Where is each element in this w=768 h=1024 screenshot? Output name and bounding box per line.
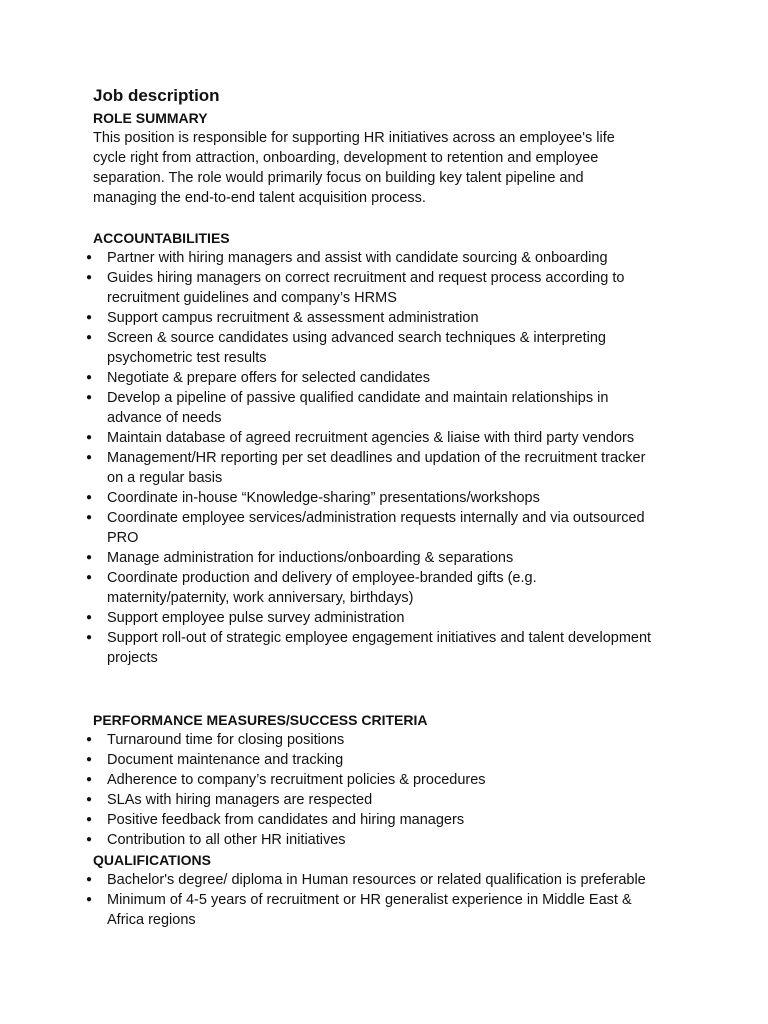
list-item-text: Document maintenance and tracking: [107, 752, 344, 768]
accountability-item: [0, 248, 700, 268]
list-item-text: Coordinate in-house “Knowledge-sharing” presentations/workshops: [107, 490, 540, 506]
bullet-dot-icon: ●: [85, 734, 93, 745]
bullet-dot-icon: ●: [85, 632, 93, 643]
accountability-item: [0, 368, 700, 388]
accountabilities-heading: ACCOUNTABILITIES: [93, 230, 230, 246]
bullet-dot-icon: ●: [85, 432, 93, 443]
accountability-item: [0, 508, 700, 548]
paragraph-line: cycle right from attraction, onboarding, development to retention and employee: [93, 150, 599, 166]
accountability-item: [0, 628, 700, 668]
list-item-text: on a regular basis: [107, 470, 223, 486]
paragraph-line: managing the end-to-end talent acquisition process.: [93, 190, 426, 206]
list-item-text: Screen & source candidates using advanced search techniques & interpreting: [107, 330, 606, 346]
qualifications-heading: QUALIFICATIONS: [93, 852, 211, 868]
list-item-text: Turnaround time for closing positions: [107, 732, 345, 748]
list-item-text: Develop a pipeline of passive qualified candidate and maintain relationships in: [107, 390, 609, 406]
accountability-item: [0, 548, 700, 568]
qualification-item: [0, 890, 700, 930]
accountability-item: [0, 608, 700, 628]
bullet-dot-icon: ●: [85, 834, 93, 845]
accountability-item: [0, 568, 700, 608]
performance-item: [0, 770, 700, 790]
bullet-dot-icon: ●: [85, 874, 93, 885]
accountability-item: [0, 488, 700, 508]
role-summary-heading: ROLE SUMMARY: [93, 110, 208, 126]
accountability-item: [0, 388, 700, 428]
bullet-dot-icon: ●: [85, 794, 93, 805]
bullet-dot-icon: ●: [85, 552, 93, 563]
performance-item: [0, 830, 700, 850]
list-item-text: PRO: [107, 530, 139, 546]
accountabilities-list: [0, 248, 700, 668]
bullet-dot-icon: ●: [85, 452, 93, 463]
performance-item: [0, 750, 700, 770]
bullet-dot-icon: ●: [85, 612, 93, 623]
accountability-item: [0, 268, 700, 308]
bullet-dot-icon: ●: [85, 372, 93, 383]
bullet-dot-icon: ●: [85, 492, 93, 503]
bullet-dot-icon: ●: [85, 894, 93, 905]
list-item-text: Contribution to all other HR initiatives: [107, 832, 346, 848]
list-item-text: Bachelor's degree/ diploma in Human resources or related qualification is preferable: [107, 872, 646, 888]
accountability-item: [0, 448, 700, 488]
bullet-dot-icon: ●: [85, 392, 93, 403]
performance-item: [0, 730, 700, 750]
list-item-text: Management/HR reporting per set deadlines and updation of the recruitment tracker: [107, 450, 646, 466]
list-item-text: Negotiate & prepare offers for selected candidates: [107, 370, 430, 386]
bullet-dot-icon: ●: [85, 754, 93, 765]
list-item-text: Manage administration for inductions/onboarding & separations: [107, 550, 514, 566]
list-item-text: Minimum of 4-5 years of recruitment or HR generalist experience in Middle East &: [107, 892, 632, 908]
list-item-text: SLAs with hiring managers are respected: [107, 792, 373, 808]
list-item-text: projects: [107, 650, 158, 666]
list-item-text: psychometric test results: [107, 350, 267, 366]
performance-item: [0, 790, 700, 810]
list-item-text: Coordinate employee services/administration requests internally and via outsourced: [107, 510, 645, 526]
paragraph-line: This position is responsible for supporting HR initiatives across an employee's life: [93, 130, 615, 146]
bullet-dot-icon: ●: [85, 814, 93, 825]
list-item-text: Support roll-out of strategic employee engagement initiatives and talent development: [107, 630, 652, 646]
list-item-text: Guides hiring managers on correct recruitment and request process according to: [107, 270, 625, 286]
performance-heading: PERFORMANCE MEASURES/SUCCESS CRITERIA: [93, 712, 428, 728]
list-item-text: Support employee pulse survey administration: [107, 610, 405, 626]
list-item-text: maternity/paternity, work anniversary, birthdays): [107, 590, 414, 606]
list-item-text: Positive feedback from candidates and hiring managers: [107, 812, 465, 828]
bullet-dot-icon: ●: [85, 252, 93, 263]
accountability-item: [0, 308, 700, 328]
document-title: Job description: [93, 86, 220, 105]
performance-list: [0, 730, 700, 850]
role-summary-paragraph: [93, 128, 693, 208]
qualifications-list: [0, 870, 700, 930]
qualification-item: [0, 870, 700, 890]
list-item-text: Adherence to company’s recruitment policies & procedures: [107, 772, 486, 788]
list-item-text: Africa regions: [107, 912, 196, 928]
bullet-dot-icon: ●: [85, 512, 93, 523]
list-item-text: Support campus recruitment & assessment administration: [107, 310, 479, 326]
list-item-text: advance of needs: [107, 410, 222, 426]
accountability-item: [0, 328, 700, 368]
bullet-dot-icon: ●: [85, 312, 93, 323]
list-item-text: Coordinate production and delivery of employee-branded gifts (e.g.: [107, 570, 537, 586]
performance-item: [0, 810, 700, 830]
bullet-dot-icon: ●: [85, 774, 93, 785]
list-item-text: Maintain database of agreed recruitment agencies & liaise with third party vendors: [107, 430, 635, 446]
bullet-dot-icon: ●: [85, 332, 93, 343]
paragraph-line: separation. The role would primarily focus on building key talent pipeline and: [93, 170, 584, 186]
bullet-dot-icon: ●: [85, 572, 93, 583]
accountability-item: [0, 428, 700, 448]
bullet-dot-icon: ●: [85, 272, 93, 283]
list-item-text: Partner with hiring managers and assist with candidate sourcing & onboarding: [107, 250, 608, 266]
list-item-text: recruitment guidelines and company’s HRMS: [107, 290, 397, 306]
